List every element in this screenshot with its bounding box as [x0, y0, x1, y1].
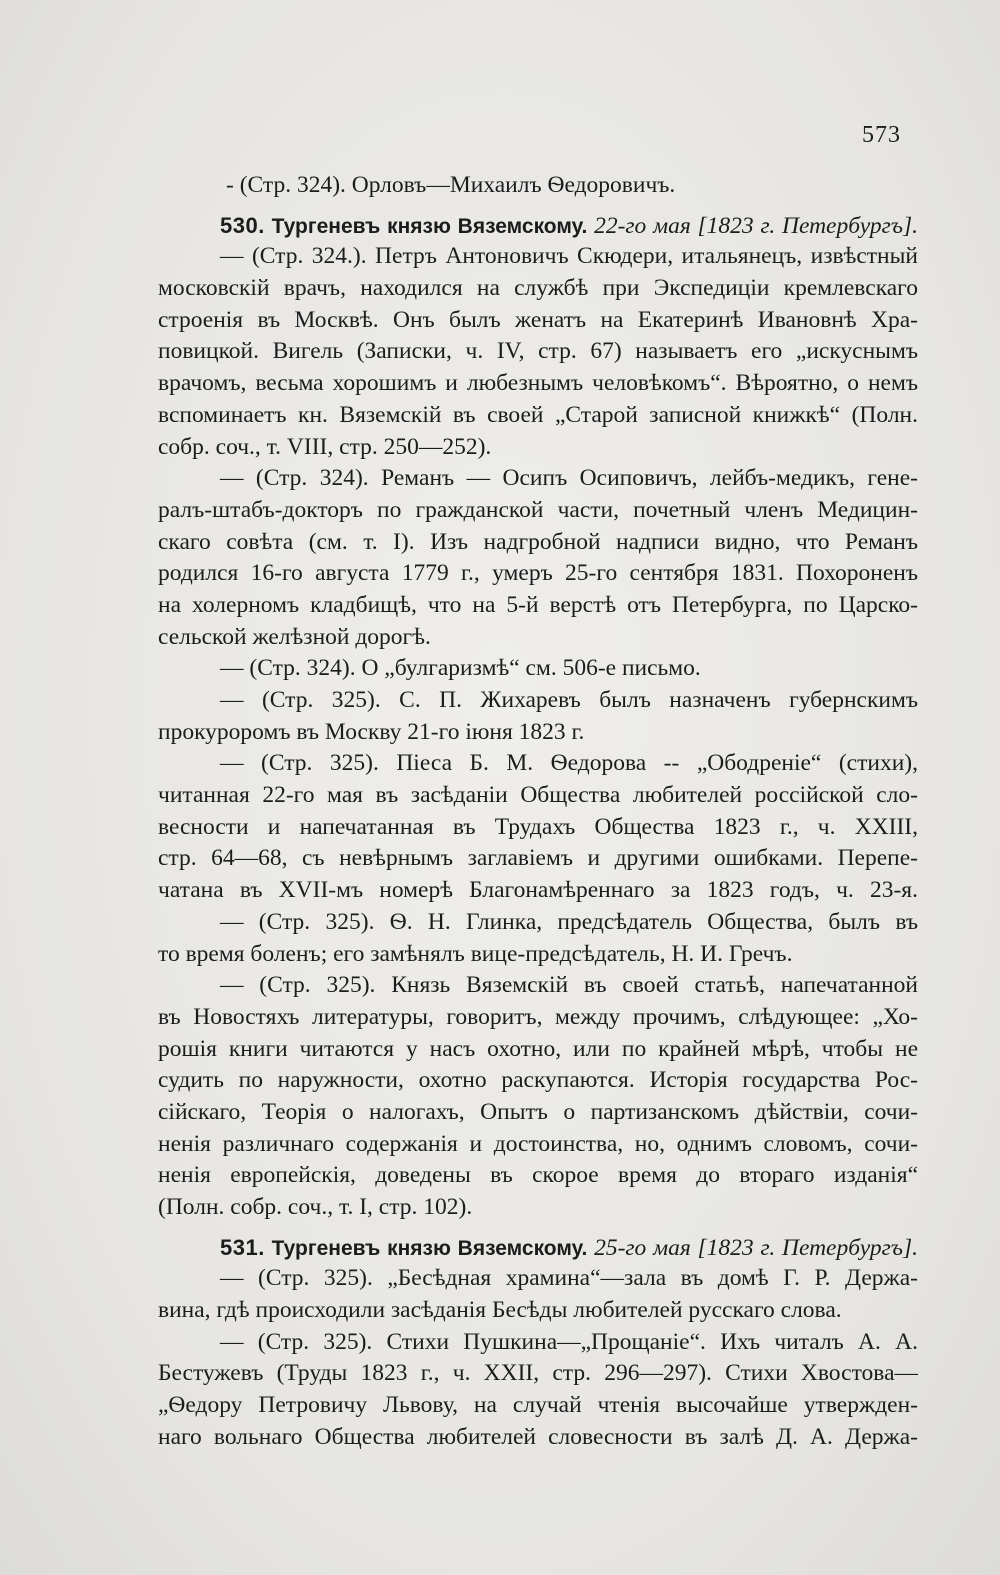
text-line: рошія книги читаются у насъ охотно, или по крайней мѣрѣ, чтобы не	[158, 1035, 918, 1062]
text-line: сельской желѣзной дорогѣ.	[158, 623, 431, 650]
text-line: собр. соч., т. VIII, стр. 250—252).	[158, 433, 492, 460]
text-line: сійскаго, Теорія о налогахъ, Опытъ о партизанскомъ дѣйствіи, сочи-	[158, 1098, 918, 1125]
text-line: ралъ-штабъ-докторъ по гражданской части, почетный членъ Медицин-	[158, 496, 918, 523]
text-line: — (Стр. 325). „Бесѣдная храмина“—зала въ домѣ Г. Р. Держа-	[220, 1265, 918, 1292]
text-line: то время боленъ; его замѣнялъ вице-предсѣдатель, Н. И. Гречъ.	[158, 940, 793, 967]
text-line: наго вольнаго Общества любителей словесности въ залѣ Д. А. Держа-	[158, 1423, 918, 1450]
text-line: ненія различнаго содержанія и достоинства, но, однимъ словомъ, сочи-	[158, 1130, 918, 1157]
text-line: Бестужевъ (Труды 1823 г., ч. XXII, стр. 296—297). Стихи Хвостова—	[158, 1360, 918, 1387]
text-line: — (Стр. 325). С. П. Жихаревъ былъ назначенъ губернскимъ	[220, 687, 918, 713]
section-gap	[158, 202, 918, 210]
letter-date: 22-го мая [1823 г. Петербургъ].	[594, 212, 918, 239]
text-line: стр. 64—68, съ невѣрнымъ заглавіемъ и другими ошибками. Перепе-	[158, 845, 918, 872]
text-line: родился 16-го августа 1779 г., умеръ 25-го сентября 1831. Похороненъ	[158, 560, 918, 587]
letter-number: 531.	[220, 1234, 265, 1260]
text-line: прокуроромъ въ Москву 21-го іюня 1823 г.	[158, 718, 585, 745]
text-line: на холерномъ кладбищѣ, что на 5-й верстѣ отъ Петербурга, по Царско-	[158, 591, 918, 618]
text-line: весности и напечатанная въ Трудахъ Общества 1823 г., ч. XXIII,	[158, 813, 918, 840]
text-column	[158, 170, 918, 1454]
letter-title: Тургеневъ князю Вяземскому.	[271, 1236, 588, 1260]
text-line: врачомъ, весьма хорошимъ и любезнымъ человѣкомъ“. Вѣроятно, о немъ	[158, 370, 918, 397]
letter-date: 25-го мая [1823 г. Петербургъ].	[594, 1234, 918, 1261]
text-line: скаго совѣта (см. т. I). Изъ надгробной надписи видно, что Реманъ	[158, 528, 918, 555]
letter-heading	[158, 210, 918, 242]
text-line: — (Стр. 324.). Петръ Антоновичъ Скюдери, итальянецъ, извѣстный	[220, 243, 918, 270]
letter-number: 530.	[220, 212, 265, 238]
text-line: — (Стр. 324). О „булгаризмѣ“ см. 506-е письмо.	[220, 655, 701, 682]
text-line: — (Стр. 325). Піеса Б. М. Ѳедорова -- „Ободреніе“ (стихи),	[220, 750, 918, 777]
text-line: московскій врачъ, находился на службѣ при Экспедиціи кремлевскаго	[158, 275, 918, 302]
text-line: — (Стр. 324). Реманъ — Осипъ Осиповичъ, лейбъ-медикъ, гене-	[220, 465, 918, 492]
text-line: — (Стр. 325). Ѳ. Н. Глинка, предсѣдатель Общества, былъ въ	[220, 908, 918, 935]
text-line: — (Стр. 325). Стихи Пушкина—„Прощаніе“. Ихъ читалъ А. А.	[220, 1328, 918, 1355]
text-line: вина, гдѣ происходили засѣданія Бесѣды любителей русскаго слова.	[158, 1297, 842, 1324]
text-line: (Полн. собр. соч., т. I, стр. 102).	[158, 1194, 473, 1220]
text-line: чатана въ XVII-мъ номерѣ Благонамѣреннаго за 1823 годъ, ч. 23-я.	[158, 877, 918, 904]
text-line: въ Новостяхъ литературы, говоритъ, между прочимъ, слѣдующее: „Хо-	[158, 1003, 918, 1030]
text-line: вспоминаетъ кн. Вяземскій въ своей „Старой записной книжкѣ“ (Полн.	[158, 401, 918, 428]
letter-title: Тургеневъ князю Вяземскому.	[271, 214, 588, 238]
text-line: строенія въ Москвѣ. Онъ былъ женатъ на Екатеринѣ Ивановнѣ Хра-	[158, 306, 918, 333]
page-number: 573	[862, 122, 901, 148]
text-line: ненія европейскія, доведены въ скорое время до втораго изданія“	[158, 1162, 918, 1189]
letter-heading	[158, 1232, 918, 1264]
text-line: судить по наружности, охотно раскупаются. Исторія государства Рос-	[158, 1067, 918, 1094]
text-line: - (Стр. 324). Орловъ—Михаилъ Ѳедоровичъ.	[226, 172, 676, 198]
section-gap	[158, 1224, 918, 1232]
text-line: читанная 22-го мая въ засѣданіи Общества любителей россійской сло-	[158, 782, 918, 809]
text-line: — (Стр. 325). Князь Вяземскій въ своей статьѣ, напечатанной	[220, 972, 918, 999]
text-line: повицкой. Вигель (Записки, ч. IV, стр. 67) называетъ его „искуснымъ	[158, 338, 918, 365]
text-line: „Ѳедору Петровичу Львову, на случай чтенія высочайше утвержден-	[158, 1392, 918, 1419]
